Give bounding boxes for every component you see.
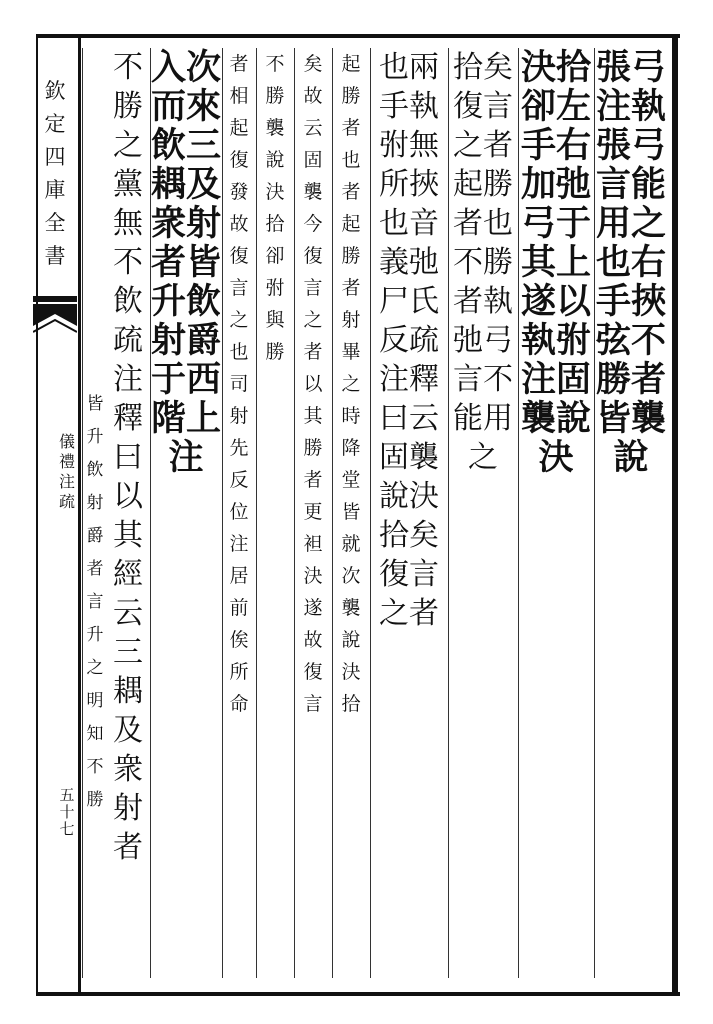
column-text: 也兩手執弣無所挾也音義弛尸氏反疏注釋曰云固襲說決拾矣復言之者 <box>379 50 439 631</box>
frame-right-border <box>672 34 678 996</box>
column-text: 不勝襲說決拾卻弣與勝 <box>265 53 285 363</box>
text-column-4 <box>370 48 447 978</box>
margin-strip <box>0 0 80 1024</box>
frame-top-border <box>36 34 680 38</box>
column-text: 者相起復發故復言之也司射先反位注居前俟所命 <box>229 53 249 715</box>
text-column-10 <box>82 48 149 978</box>
column-text: 拾矣復言之者起勝者也不勝者執弛弓言不能用之 <box>453 50 513 475</box>
column-text: 入次而來飲三耦及衆射者皆升飲射爵于西階上注 <box>151 48 221 478</box>
frame-bottom-border <box>36 992 680 996</box>
text-column-1 <box>594 48 667 978</box>
text-column-3 <box>448 48 517 978</box>
column-text: 起勝者也者起勝者射畢之時降堂皆就次襲說決拾 <box>341 53 361 715</box>
text-column-6 <box>294 48 331 978</box>
book-title: 欽定四庫全書 <box>44 79 66 268</box>
column-text: 不勝之黨無不飲疏注釋曰以其經云三耦及衆射者 <box>113 50 143 865</box>
column-text: 張弓注執張弓言能用之也右手挾弦不勝者皆襲說 <box>595 48 666 478</box>
text-column-7 <box>256 48 293 978</box>
text-column-8 <box>222 48 255 978</box>
column-text: 決拾卻左手右加弛弓于其上遂以執弣注固襲說決 <box>520 48 591 478</box>
page-number: 五十七 <box>59 786 75 838</box>
text-column-5 <box>332 48 369 978</box>
column-text: 皆升飲射爵者言升之明知不勝 <box>86 394 104 810</box>
text-column-9 <box>150 48 221 978</box>
column-text: 矣故云固襲今復言之者以其勝者更袒決遂故復言 <box>303 53 323 715</box>
frame-outer-left-border <box>36 34 38 994</box>
text-column-2 <box>518 48 593 978</box>
fishtail-mark-icon <box>33 296 77 358</box>
frame-inner-left-border <box>78 34 81 994</box>
section-title: 儀禮注疏 <box>58 432 75 511</box>
